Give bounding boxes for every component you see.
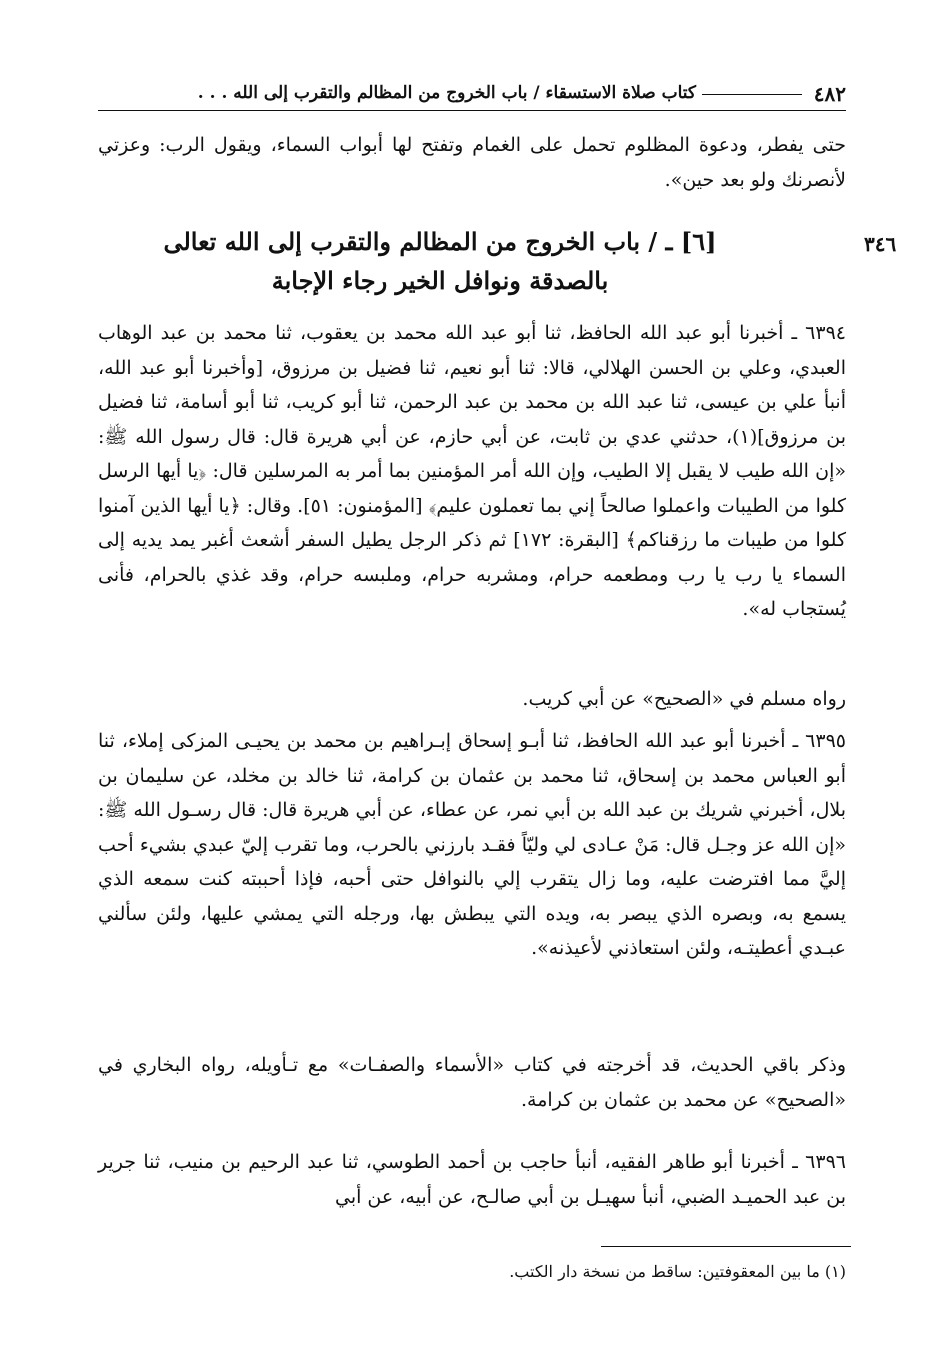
chapter-heading-line-2: بالصدقة ونوافل الخير رجاء الإجابة bbox=[271, 266, 609, 295]
paragraph-continuation: حتى يفطر، ودعوة المظلوم تحمل على الغمام وتفتح لها أبواب السماء، ويقول الرب: وعزتي لأنصرنك ولو بعد حين». bbox=[98, 134, 846, 191]
page-number: ٤٨٢ bbox=[813, 82, 846, 106]
chapter-heading-line-1: [٦] ـ / باب الخروج من المظالم والتقرب إلى الله تعالى bbox=[163, 227, 717, 256]
margin-page-reference: ٣٤٦ bbox=[864, 232, 897, 256]
header-title: كتاب صلاة الاستسقاء / باب الخروج من المظالم والتقرب إلى الله . . . bbox=[197, 83, 696, 103]
commentary-paragraph: وذكر باقي الحديث، قد أخرجته في كتاب «الأسماء والصفـات» مع تـأويله، رواه البخاري في «الصحيح» عن محمد بن عثمان بن كرامة. bbox=[98, 1054, 846, 1111]
footnote-divider bbox=[601, 1246, 851, 1247]
hadith-6395: ٦٣٩٥ ـ أخبرنا أبو عبد الله الحافظ، ثنا أبـو إسحاق إبـراهيم بن محمد بن يحيـى المزكى إملاء، ثنا أبو العباس محمد بن إسحاق، ثنا محمد بن عثمان بن كرامة، ثنا خالد بن مخلد، عن سليمان بن بلال، أخبرني شريك بن عبد الله بن أبي نمر، عن عطاء، عن أبي هريرة قال: قال رسـول الله ﷺ: «إن الله عز وجـل قال: مَنْ عـادى لي وليّاً فقـد بارزني بالحرب، وما تقرب إليّ عبدي بشيء أحب إليَّ مما افترضت عليه، وما زال يتقرب إلي بالنوافل حتى أحبه، فإذا أحببته كنت سمعه الذي يسمع به، وبصره الذي يبصر به، ويده التي يبطش بها، ورجله التي يمشي عليها، ولئن سألني عبـدي أعطيتـه، ولئن استعاذني لأعيذنه». bbox=[98, 730, 846, 959]
running-header bbox=[98, 80, 846, 111]
hadith-6394: ٦٣٩٤ ـ أخبرنا أبو عبد الله الحافظ، ثنا أبو عبد الله محمد بن يعقوب، ثنا محمد بن عبد الوهاب العبدي، وعلي بن الحسن الهلالي، قالا: ثنا أبو نعيم، ثنا فضيل بن مرزوق، [وأخبرنا أبو عبد الله، أنبأ علي بن عيسى، ثنا عبد الله بن محمد بن عبد الرحمن، ثنا أبو كريب، ثنا أبو أسامة، ثنا فضيل بن مرزوق](١)، حدثني عدي بن ثابت، عن أبي حازم، عن أبي هريرة قال: قال رسول الله ﷺ: «إن الله طيب لا يقبل إلا الطيب، وإن الله أمر المؤمنين بما أمر به المرسلين قال: ﴿يا أيها الرسل كلوا من الطيبات واعملوا صالحاً إني بما تعملون عليم﴾ [المؤمنون: ٥١]. وقال: ﴿يا أيها الذين آمنوا كلوا من طيبات ما رزقناكم﴾ [البقرة: ١٧٢] ثم ذكر الرجل يطيل السفر أشعث أغبر يمد يديه إلى السماء يا رب يا رب ومطعمه حرام، ومشربه حرام، وملبسه حرام، وقد غذي بالحرام، فأنى يُستجاب له». bbox=[98, 322, 846, 620]
header-rule bbox=[702, 94, 802, 95]
chapter-heading bbox=[130, 222, 750, 300]
hadith-6396: ٦٣٩٦ ـ أخبرنا أبو طاهر الفقيه، أنبأ حاجب بن أحمد الطوسي، ثنا عبد الرحيم بن منيب، ثنا جرير بن عبد الحميـد الضبي، أنبأ سهيـل بن أبي صالـح، عن أبيه، عن أبي bbox=[98, 1151, 846, 1208]
narration-note: رواه مسلم في «الصحيح» عن أبي كريب. bbox=[522, 688, 846, 710]
footnote: (١) ما بين المعقوفتين: ساقط من نسخة دار الكتب. bbox=[509, 1262, 846, 1281]
